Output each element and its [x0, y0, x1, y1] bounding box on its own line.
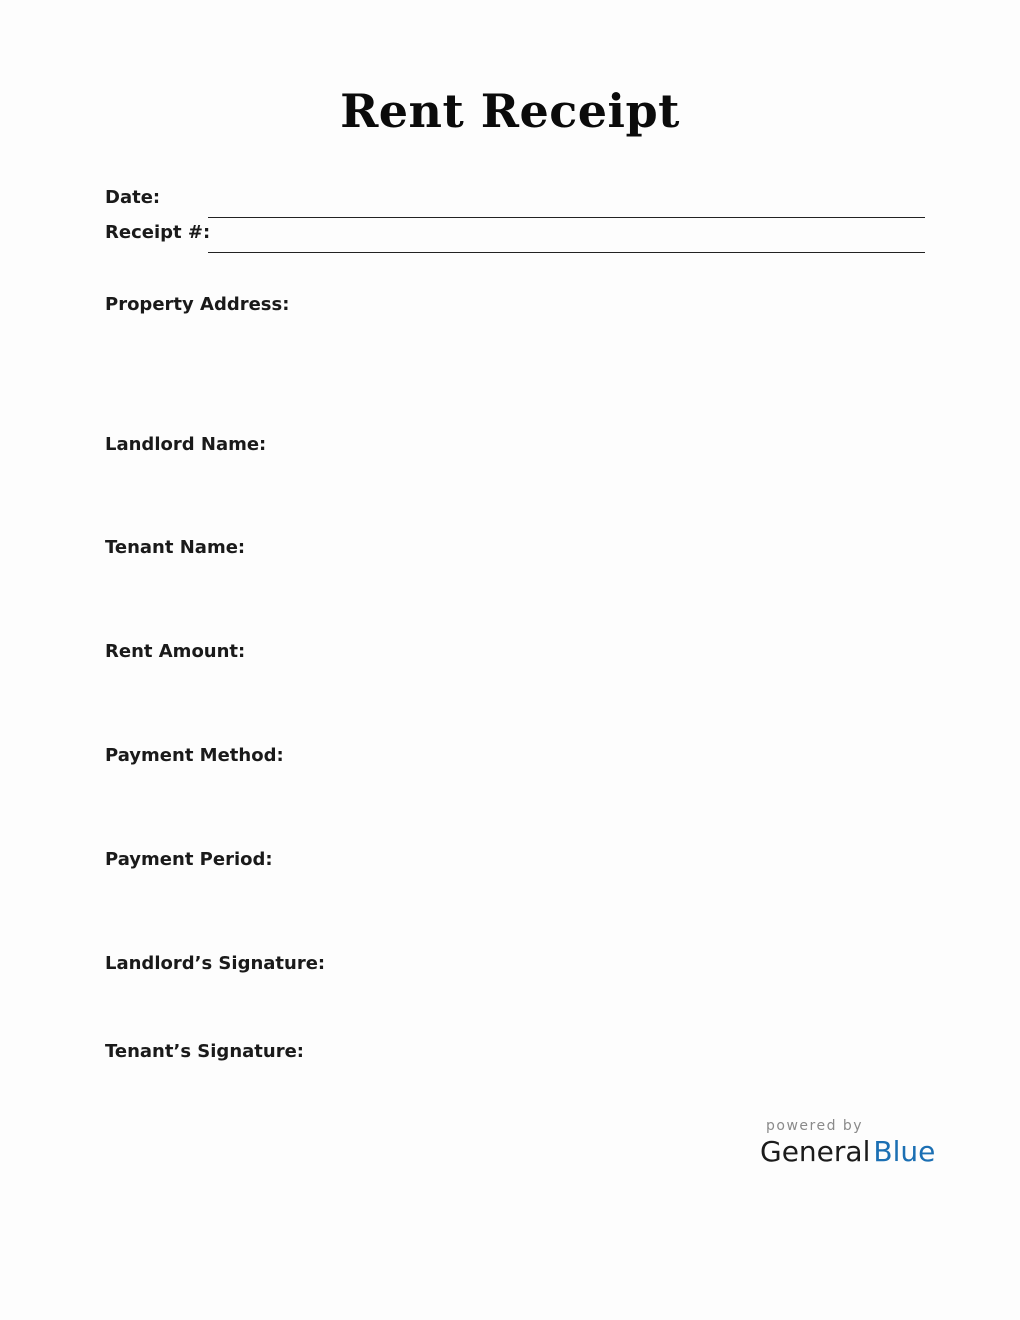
brand-blue-text: Blue	[873, 1135, 936, 1168]
tenant-signature-label: Tenant’s Signature:	[105, 1041, 304, 1062]
landlord-signature-label: Landlord’s Signature:	[105, 953, 326, 974]
landlord-name-label: Landlord Name:	[105, 434, 267, 455]
receipt-number-line[interactable]	[208, 252, 925, 253]
receipt-number-label: Receipt #:	[105, 222, 211, 243]
property-address-label: Property Address:	[105, 294, 290, 315]
date-line[interactable]	[208, 217, 925, 218]
generalblue-logo[interactable]	[760, 1135, 935, 1168]
payment-period-label: Payment Period:	[105, 849, 273, 870]
tenant-name-label: Tenant Name:	[105, 537, 246, 558]
rent-amount-label: Rent Amount:	[105, 641, 246, 662]
date-label: Date:	[105, 187, 161, 208]
brand-general-text: General	[760, 1135, 871, 1168]
page-title: Rent Receipt	[340, 84, 680, 138]
powered-by-text: powered by	[766, 1118, 864, 1134]
payment-method-label: Payment Method:	[105, 745, 284, 766]
